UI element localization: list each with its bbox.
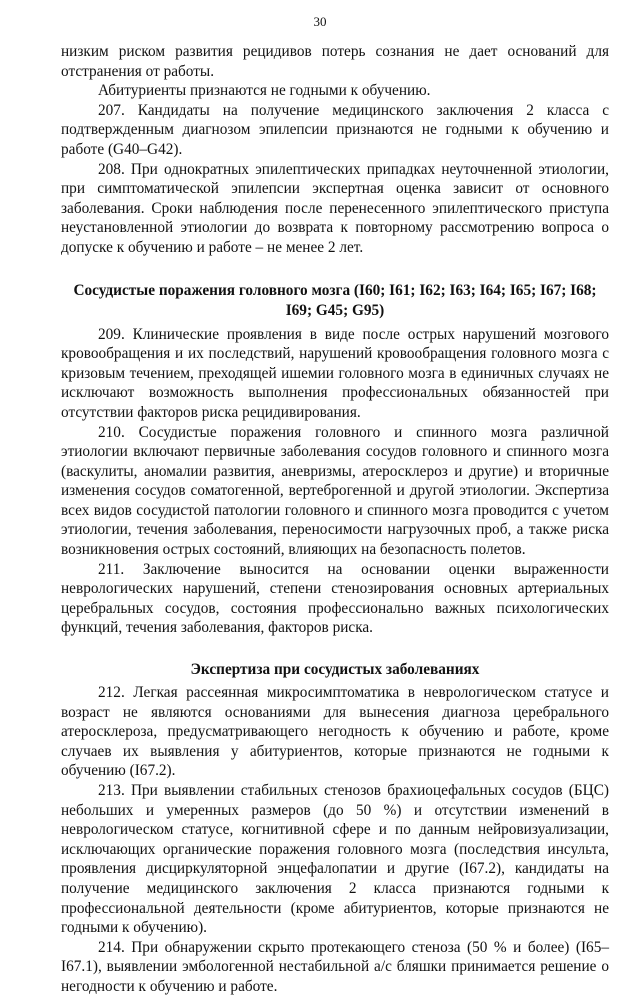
paragraph-210: 210. Сосудистые поражения головного и спинного мозга различной этиологии включают первичные заболевания сосудов головного и спинного мозга (васкулиты, аномалии развития, аневризмы, атеросклероз и другие) и вторичные изменения сосудов соматогенной, вертеброгенной и другой этиологии. Экспертиза всех видов сосудистой патологии головного и спинного мозга проводится с учетом этиологии, течения заболевания, переносимости нагрузочных проб, а также риска возникновения острых состояний, влияющих на безопасность полетов. <box>61 423 609 559</box>
paragraph-209: 209. Клинические проявления в виде после острых нарушений мозгового кровообращения и их последствий, нарушений кровообращения головного мозга с кризовым течением, преходящей ишемии головного мозга в единичных случаях не исключают возможность выполнения профессиональных обязанностей при отсутствии факторов риска рецидивирования. <box>61 325 609 421</box>
paragraph-213: 213. При выявлении стабильных стенозов брахиоцефальных сосудов (БЦС) небольших и умеренных размеров (до 50 %) и отсутствии изменений в неврологическом статусе, когнитивной сфере и по данным нейровизуализации, исключающих органические поражения головного мозга (последствия инсульта, проявления дисциркуляторной энцефалопатии и другие (I67.2), кандидаты на получение медицинского заключения 2 класса признаются годными к профессиональной деятельности (кроме абитуриентов, которые признаются не годными к обучению). <box>61 782 609 937</box>
document-body <box>61 42 609 997</box>
paragraph-208: 208. При однократных эпилептических припадках неуточненной этиологии, при симптоматической эпилепсии экспертная оценка зависит от основного заболевания. Сроки наблюдения после перенесенного эпилептического приступа неустановленной этиологии до возврата к повторному рассмотрению вопроса о допуске к обучению и работе – не менее 2 лет. <box>61 160 609 256</box>
paragraph-continuation: низким риском развития рецидивов потерь сознания не дает оснований для отстранения от работы. <box>61 43 609 80</box>
section-heading-vascular-lesions: Сосудистые поражения головного мозга (I60; I61; I62; I63; I64; I65; I67; I68; I69; G45; G95) <box>73 281 597 319</box>
paragraph-211: 211. Заключение выносится на основании оценки выраженности неврологических нарушений, степени стенозирования основных артериальных церебральных сосудов, состояния профессионально важных психологических функций, течения заболевания, факторов риска. <box>61 560 609 637</box>
paragraph-214: 214. При обнаружении скрыто протекающего стеноза (50 % и более) (I65–I67.1), выявлении эмбологенной нестабильной а/с бляшки принимается решение о негодности к обучению и работе. <box>61 938 609 995</box>
paragraph: Абитуриенты признаются не годными к обучению. <box>98 82 431 100</box>
paragraph-207: 207. Кандидаты на получение медицинского заключения 2 класса с подтвержденным диагнозом эпилепсии признаются не годными к обучению и работе (G40–G42). <box>61 101 609 158</box>
paragraph-212: 212. Легкая рассеянная микросимптоматика в неврологическом статусе и возраст не являются основаниями для вынесения диагноза церебрального атеросклероза, предусматривающего негодность к обучению и работе, кроме случаев их выявления у абитуриентов, которые признаются не годными к обучению (I67.2). <box>61 684 609 780</box>
page-number: 30 <box>313 14 327 29</box>
section-heading-expertise: Экспертиза при сосудистых заболеваниях <box>190 661 480 679</box>
